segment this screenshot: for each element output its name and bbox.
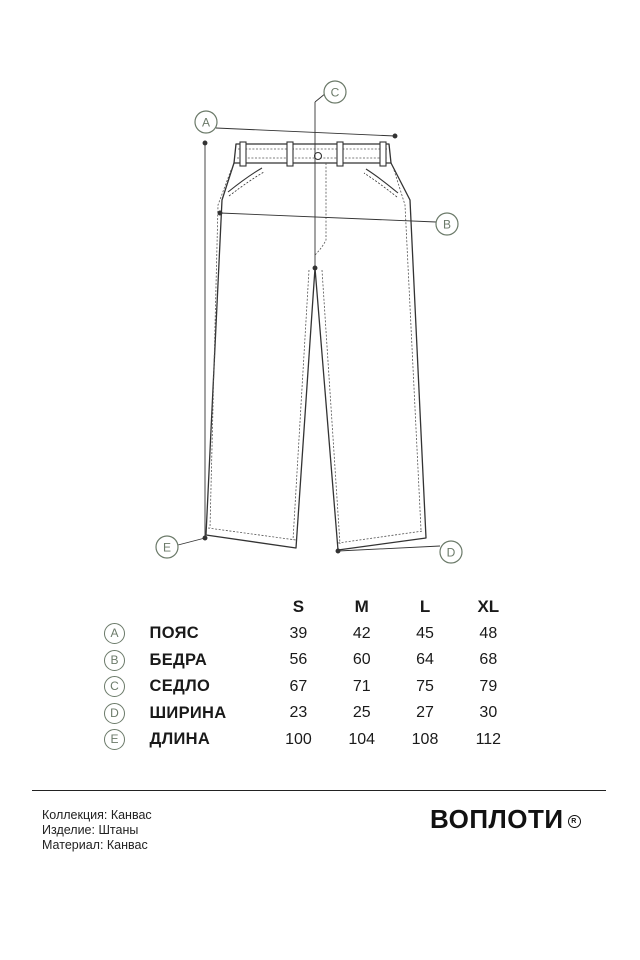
brand-name: ВОПЛОТИ bbox=[430, 804, 564, 834]
table-cell: 100 bbox=[285, 730, 312, 748]
size-table bbox=[100, 594, 520, 753]
table-cell: 39 bbox=[289, 624, 308, 642]
meta-collection: Коллекция: Канвас bbox=[42, 808, 152, 822]
table-cell: 64 bbox=[416, 651, 434, 669]
table-row-width bbox=[100, 700, 520, 727]
svg-text:B: B bbox=[442, 217, 452, 232]
table-cell: 56 bbox=[289, 651, 308, 669]
table-cell: 25 bbox=[352, 704, 371, 722]
size-header-s: S bbox=[292, 597, 305, 617]
footer-divider bbox=[32, 790, 606, 791]
table-cell: 48 bbox=[479, 624, 498, 642]
table-row-rise bbox=[100, 674, 520, 701]
registered-mark-icon: R bbox=[568, 815, 581, 828]
size-header-xl: XL bbox=[477, 597, 500, 617]
meta-item: Изделие: Штаны bbox=[42, 823, 139, 837]
table-cell: 112 bbox=[475, 730, 502, 748]
svg-text:A: A bbox=[201, 115, 211, 130]
pants-outline bbox=[206, 144, 426, 550]
table-cell: 60 bbox=[352, 651, 371, 669]
table-cell: 71 bbox=[352, 677, 371, 695]
table-cell: 45 bbox=[416, 624, 434, 642]
table-row-waist bbox=[100, 621, 520, 648]
diagram-marker-d bbox=[440, 541, 462, 563]
meta-material: Материал: Канвас bbox=[42, 838, 148, 852]
table-cell: 67 bbox=[289, 677, 308, 695]
measure-label-length: ДЛИНА bbox=[149, 730, 211, 749]
diagram-marker-e bbox=[156, 536, 178, 558]
measure-label-hips: БЕДРА bbox=[149, 650, 208, 669]
size-header-m: M bbox=[354, 597, 369, 617]
measure-label-waist: ПОЯС bbox=[149, 624, 199, 643]
table-cell: 79 bbox=[479, 677, 498, 695]
table-row-length bbox=[100, 727, 520, 754]
diagram-marker-a bbox=[195, 111, 217, 133]
measurement-lines bbox=[178, 102, 440, 553]
size-header-l: L bbox=[419, 597, 431, 617]
marker-badge-e: E bbox=[104, 729, 125, 750]
svg-text:C: C bbox=[330, 85, 340, 100]
table-cell: 68 bbox=[479, 651, 498, 669]
marker-badge-b: B bbox=[104, 650, 125, 671]
table-cell: 108 bbox=[411, 730, 439, 748]
svg-text:E: E bbox=[162, 540, 172, 555]
table-cell: 42 bbox=[352, 624, 371, 642]
table-row-hips bbox=[100, 647, 520, 674]
diagram-marker-b bbox=[436, 213, 458, 235]
size-header-row bbox=[100, 594, 520, 621]
table-cell: 23 bbox=[289, 704, 308, 722]
svg-text:D: D bbox=[446, 545, 456, 560]
diagram-marker-c bbox=[315, 81, 346, 103]
table-cell: 104 bbox=[348, 730, 376, 748]
waist-button bbox=[315, 153, 322, 160]
table-cell: 30 bbox=[479, 704, 498, 722]
measure-label-rise: СЕДЛО bbox=[149, 677, 211, 696]
marker-badge-c: C bbox=[104, 676, 125, 697]
measure-label-width: ШИРИНА bbox=[149, 703, 227, 722]
brand-logo bbox=[430, 804, 581, 835]
pants-stitching bbox=[208, 149, 423, 544]
pockets bbox=[228, 168, 398, 197]
product-meta bbox=[42, 808, 152, 853]
table-cell: 75 bbox=[416, 677, 434, 695]
marker-badge-d: D bbox=[104, 703, 125, 724]
marker-badge-a: A bbox=[104, 623, 125, 644]
table-cell: 27 bbox=[416, 704, 434, 722]
